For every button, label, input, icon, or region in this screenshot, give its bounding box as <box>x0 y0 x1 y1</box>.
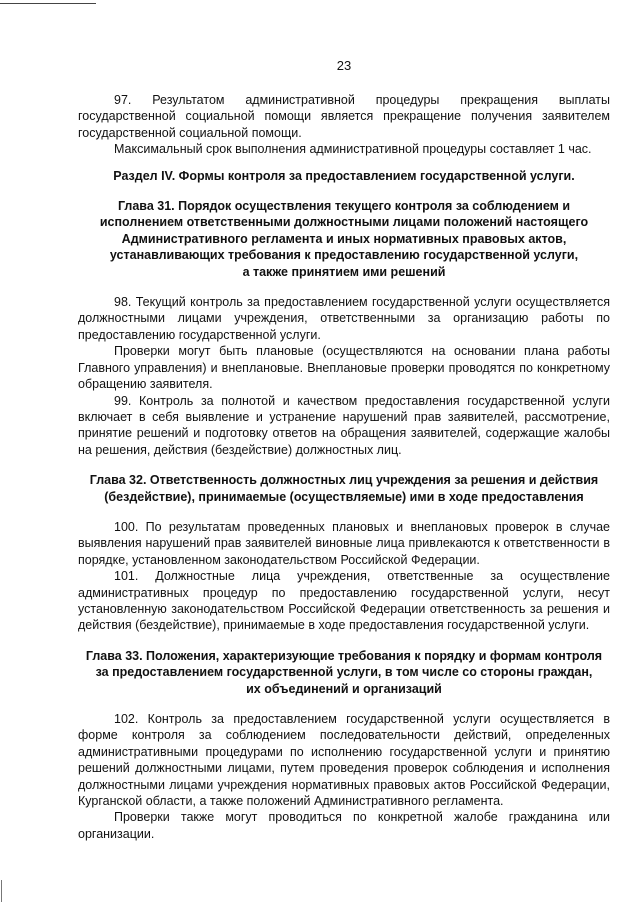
chapter-33-heading-line: их объединений и организаций <box>246 681 442 696</box>
chapter-31-heading-line: исполнением ответственными должностными лицами положений настоящего <box>99 215 589 230</box>
document-page <box>78 58 610 842</box>
chapter-33-heading-line: за предоставлением государственной услуги, в том числе со стороны граждан, <box>95 665 593 680</box>
paragraph-97-duration: Максимальный срок выполнения административной процедуры составляет 1 час. <box>114 142 592 157</box>
chapter-31-heading-line: а также принятием ими решений <box>242 264 446 279</box>
paragraph-97: 97. Результатом административной процедуры прекращения выплаты государственной социальной помощи является прекращение получения заявителем государственной социальной помощи. <box>78 93 610 140</box>
scan-edge-mark <box>1 880 2 902</box>
page-number: 23 <box>336 58 352 73</box>
chapter-32-heading-line: Глава 32. Ответственность должностных лиц учреждения за решения и действия <box>89 473 599 488</box>
paragraph-98-checks: Проверки могут быть плановые (осуществляются на основании плана работы Главного управления) и внеплановые. Внеплановые проверки проводятся по конкретному обращению заявителя. <box>78 344 610 392</box>
paragraph-99: 99. Контроль за полнотой и качеством предоставления государственной услуги включает в себя выявление и устранение нарушений прав заявителей, рассмотрение, принятие решений и подготовку ответов на обращения заявителей, содержащие жалобы на решения, действия (бездействие) должностных лиц. <box>78 393 610 457</box>
paragraph-98: 98. Текущий контроль за предоставлением государственной услуги осуществляется должностными лицами учреждения, ответственными за организацию работы по предоставлению государственной услуги. <box>78 295 610 342</box>
chapter-33-heading <box>78 648 610 697</box>
chapter-31-heading-line: Административного регламента и иных нормативных правовых актов, <box>121 231 567 246</box>
chapter-33-heading-line: Глава 33. Положения, характеризующие требования к порядку и формам контроля <box>85 648 603 663</box>
section-heading-iv: Раздел IV. Формы контроля за предоставлением государственной услуги. <box>113 168 575 183</box>
paragraph-102: 102. Контроль за предоставлением государственной услуги осуществляется в форме контроля за соблюдением последовательности действий, определенных административными процедурами по исполнению государственной услуги и принятию решений должностными лицами, путем проведения проверок соблюдения и исполнения должностными лицами учреждения нормативных правовых актов Российской Федерации, Курганской области, а также положений Административного регламента. <box>78 712 610 809</box>
chapter-32-heading <box>78 472 610 505</box>
chapter-31-heading <box>78 198 610 280</box>
paragraph-102-checks: Проверки также могут проводиться по конкретной жалобе гражданина или организации. <box>78 810 610 841</box>
chapter-32-heading-line: (бездействие), принимаемые (осуществляемые) ими в ходе предоставления <box>104 489 584 504</box>
chapter-31-heading-line: Глава 31. Порядок осуществления текущего контроля за соблюдением и <box>117 199 571 214</box>
paragraph-101: 101. Должностные лица учреждения, ответственные за осуществление административных процедур по предоставлению государственной услуги, несут установленную законодательством Российской Федерации ответственность за решения и действия (бездействие), принимаемые в ходе предоставления государственной услуги. <box>78 569 610 633</box>
chapter-31-heading-line: устанавливающих требования к предоставлению государственной услуги, <box>109 248 579 263</box>
scan-corner-line <box>0 0 96 4</box>
paragraph-100: 100. По результатам проведенных плановых и внеплановых проверок в случае выявления нарушений прав заявителей виновные лица привлекаются к ответственности в порядке, установленном законодательством Российской Федерации. <box>78 519 610 567</box>
